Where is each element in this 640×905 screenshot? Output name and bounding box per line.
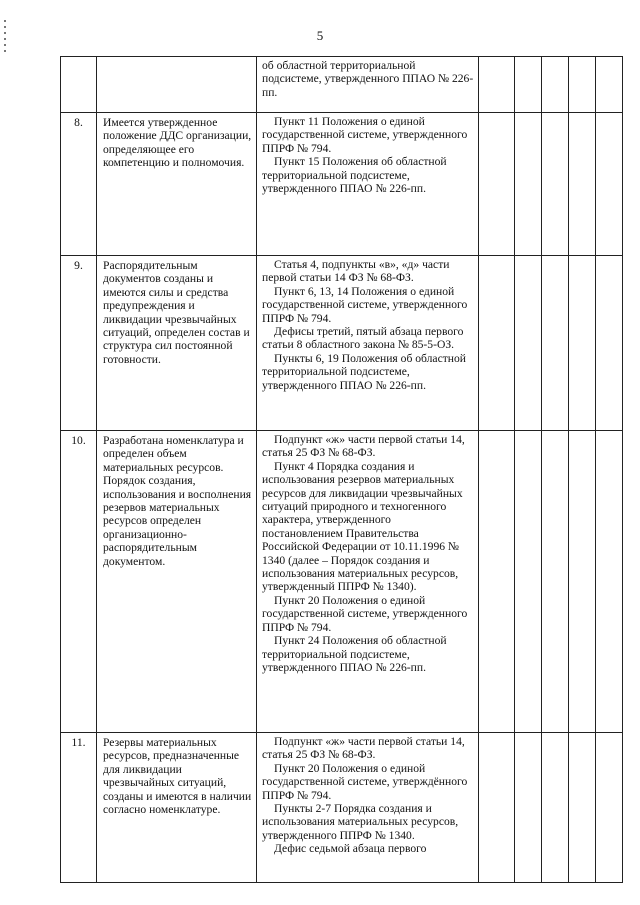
legal-basis: [257, 733, 479, 883]
check-cell: [515, 733, 542, 883]
row-number: 9.: [61, 256, 97, 431]
basis-paragraph: Пункт 6, 13, 14 Положения о единой государственной системе, утвержденного ППРФ № 794.: [262, 284, 468, 325]
table-row: [61, 733, 623, 883]
basis-paragraph: Статья 4, подпункты «в», «д» части первой статьи 14 ФЗ № 68-ФЗ.: [262, 258, 450, 285]
check-cell: [515, 256, 542, 431]
basis-paragraph: Дефис седьмой абзаца первого: [274, 842, 427, 856]
basis-paragraph: Пункты 2-7 Порядка создания и использования материальных ресурсов, утвержденного ППРФ № 1340.: [262, 802, 459, 842]
table-row: [61, 431, 623, 733]
basis-paragraph: Пункт 4 Порядка создания и использования резервов материальных ресурсов для ликвидации чрезвычайных ситуаций природного и техногенного характера, утвержденного постановлением Правительства Российской Федерации от 10.11.1996 № 1340 (далее – Порядок создания и использования материальных ресурсов, утвержденный ППРФ № 1340).: [262, 459, 463, 594]
basis-paragraph: Подпункт «ж» части первой статьи 14, статья 25 ФЗ № 68-ФЗ.: [262, 735, 465, 762]
check-cell: [569, 113, 596, 256]
check-cell: [479, 57, 515, 113]
check-cell: [542, 57, 569, 113]
basis-paragraph: Пункт 20 Положения о единой государственной системе, утвержденного ППРФ № 794.: [262, 593, 468, 634]
requirement-text: Резервы материальных ресурсов, предназначенные для ликвидации чрезвычайных ситуаций, созданы и имеются в наличии согласно номенклатуре.: [97, 733, 257, 883]
check-cell: [542, 431, 569, 733]
check-cell: [569, 431, 596, 733]
table-row: [61, 113, 623, 256]
row-number: [61, 57, 97, 113]
basis-paragraph: Пункт 11 Положения о единой государственной системе, утвержденного ППРФ № 794.: [262, 115, 468, 155]
requirement-text: Имеется утвержденное положение ДДС организации, определяющее его компетенцию и полномочия.: [97, 113, 257, 256]
row-number: 8.: [61, 113, 97, 256]
check-cell: [479, 733, 515, 883]
check-cell: [569, 57, 596, 113]
check-cell: [542, 113, 569, 256]
table-row: [61, 57, 623, 113]
check-cell: [515, 57, 542, 113]
check-cell: [479, 113, 515, 256]
legal-basis: [257, 113, 479, 256]
page-number: 5: [316, 28, 324, 43]
check-cell: [542, 733, 569, 883]
check-cell: [542, 256, 569, 431]
check-cell: [569, 733, 596, 883]
legal-basis: [257, 256, 479, 431]
basis-paragraph: Пункт 20 Положения о единой государственной системе, утверждённого ППРФ № 794.: [262, 761, 468, 802]
legal-basis: [257, 431, 479, 733]
basis-paragraph: Дефисы третий, пятый абзаца первого статьи 8 областного закона № 85-5-ОЗ.: [262, 325, 464, 352]
check-cell: [515, 431, 542, 733]
requirement-text: Распорядительным документов созданы и имеются силы и средства предупреждения и ликвидации чрезвычайных ситуаций, определен состав и структура сил постоянной готовности.: [97, 256, 257, 431]
scan-margin-marks: [4, 20, 8, 56]
requirement-text: Разработана номенклатура и определен объем материальных ресурсов. Порядок создания, использования и восполнения резервов материальных ресурсов определен организационно-распорядительным документом.: [97, 431, 257, 733]
check-cell: [569, 256, 596, 431]
basis-paragraph: Подпункт «ж» части первой статьи 14, статья 25 ФЗ № 68-ФЗ.: [262, 433, 465, 460]
row-number: 11.: [61, 733, 97, 883]
basis-paragraph: Пункт 24 Положения об областной территориальной подсистеме, утвержденного ППАО № 226-пп.: [262, 634, 447, 674]
requirement-text: [97, 57, 257, 113]
row-number: 10.: [61, 431, 97, 733]
check-cell: [596, 256, 623, 431]
basis-paragraph: Пункты 6, 19 Положения об областной территориальной подсистеме, утвержденного ППАО № 226-пп.: [262, 351, 466, 392]
check-cell: [479, 256, 515, 431]
legal-basis: [257, 57, 479, 113]
check-cell: [596, 431, 623, 733]
basis-paragraph: Пункт 15 Положения об областной территориальной подсистеме, утвержденного ППАО № 226-пп.: [262, 155, 447, 196]
check-cell: [479, 431, 515, 733]
basis-paragraph: об областной территориальной подсистеме, утвержденного ППАО № 226-пп.: [262, 59, 474, 99]
check-cell: [515, 113, 542, 256]
table-row: [61, 256, 623, 431]
requirements-table: [60, 56, 623, 883]
check-cell: [596, 57, 623, 113]
check-cell: [596, 113, 623, 256]
check-cell: [596, 733, 623, 883]
